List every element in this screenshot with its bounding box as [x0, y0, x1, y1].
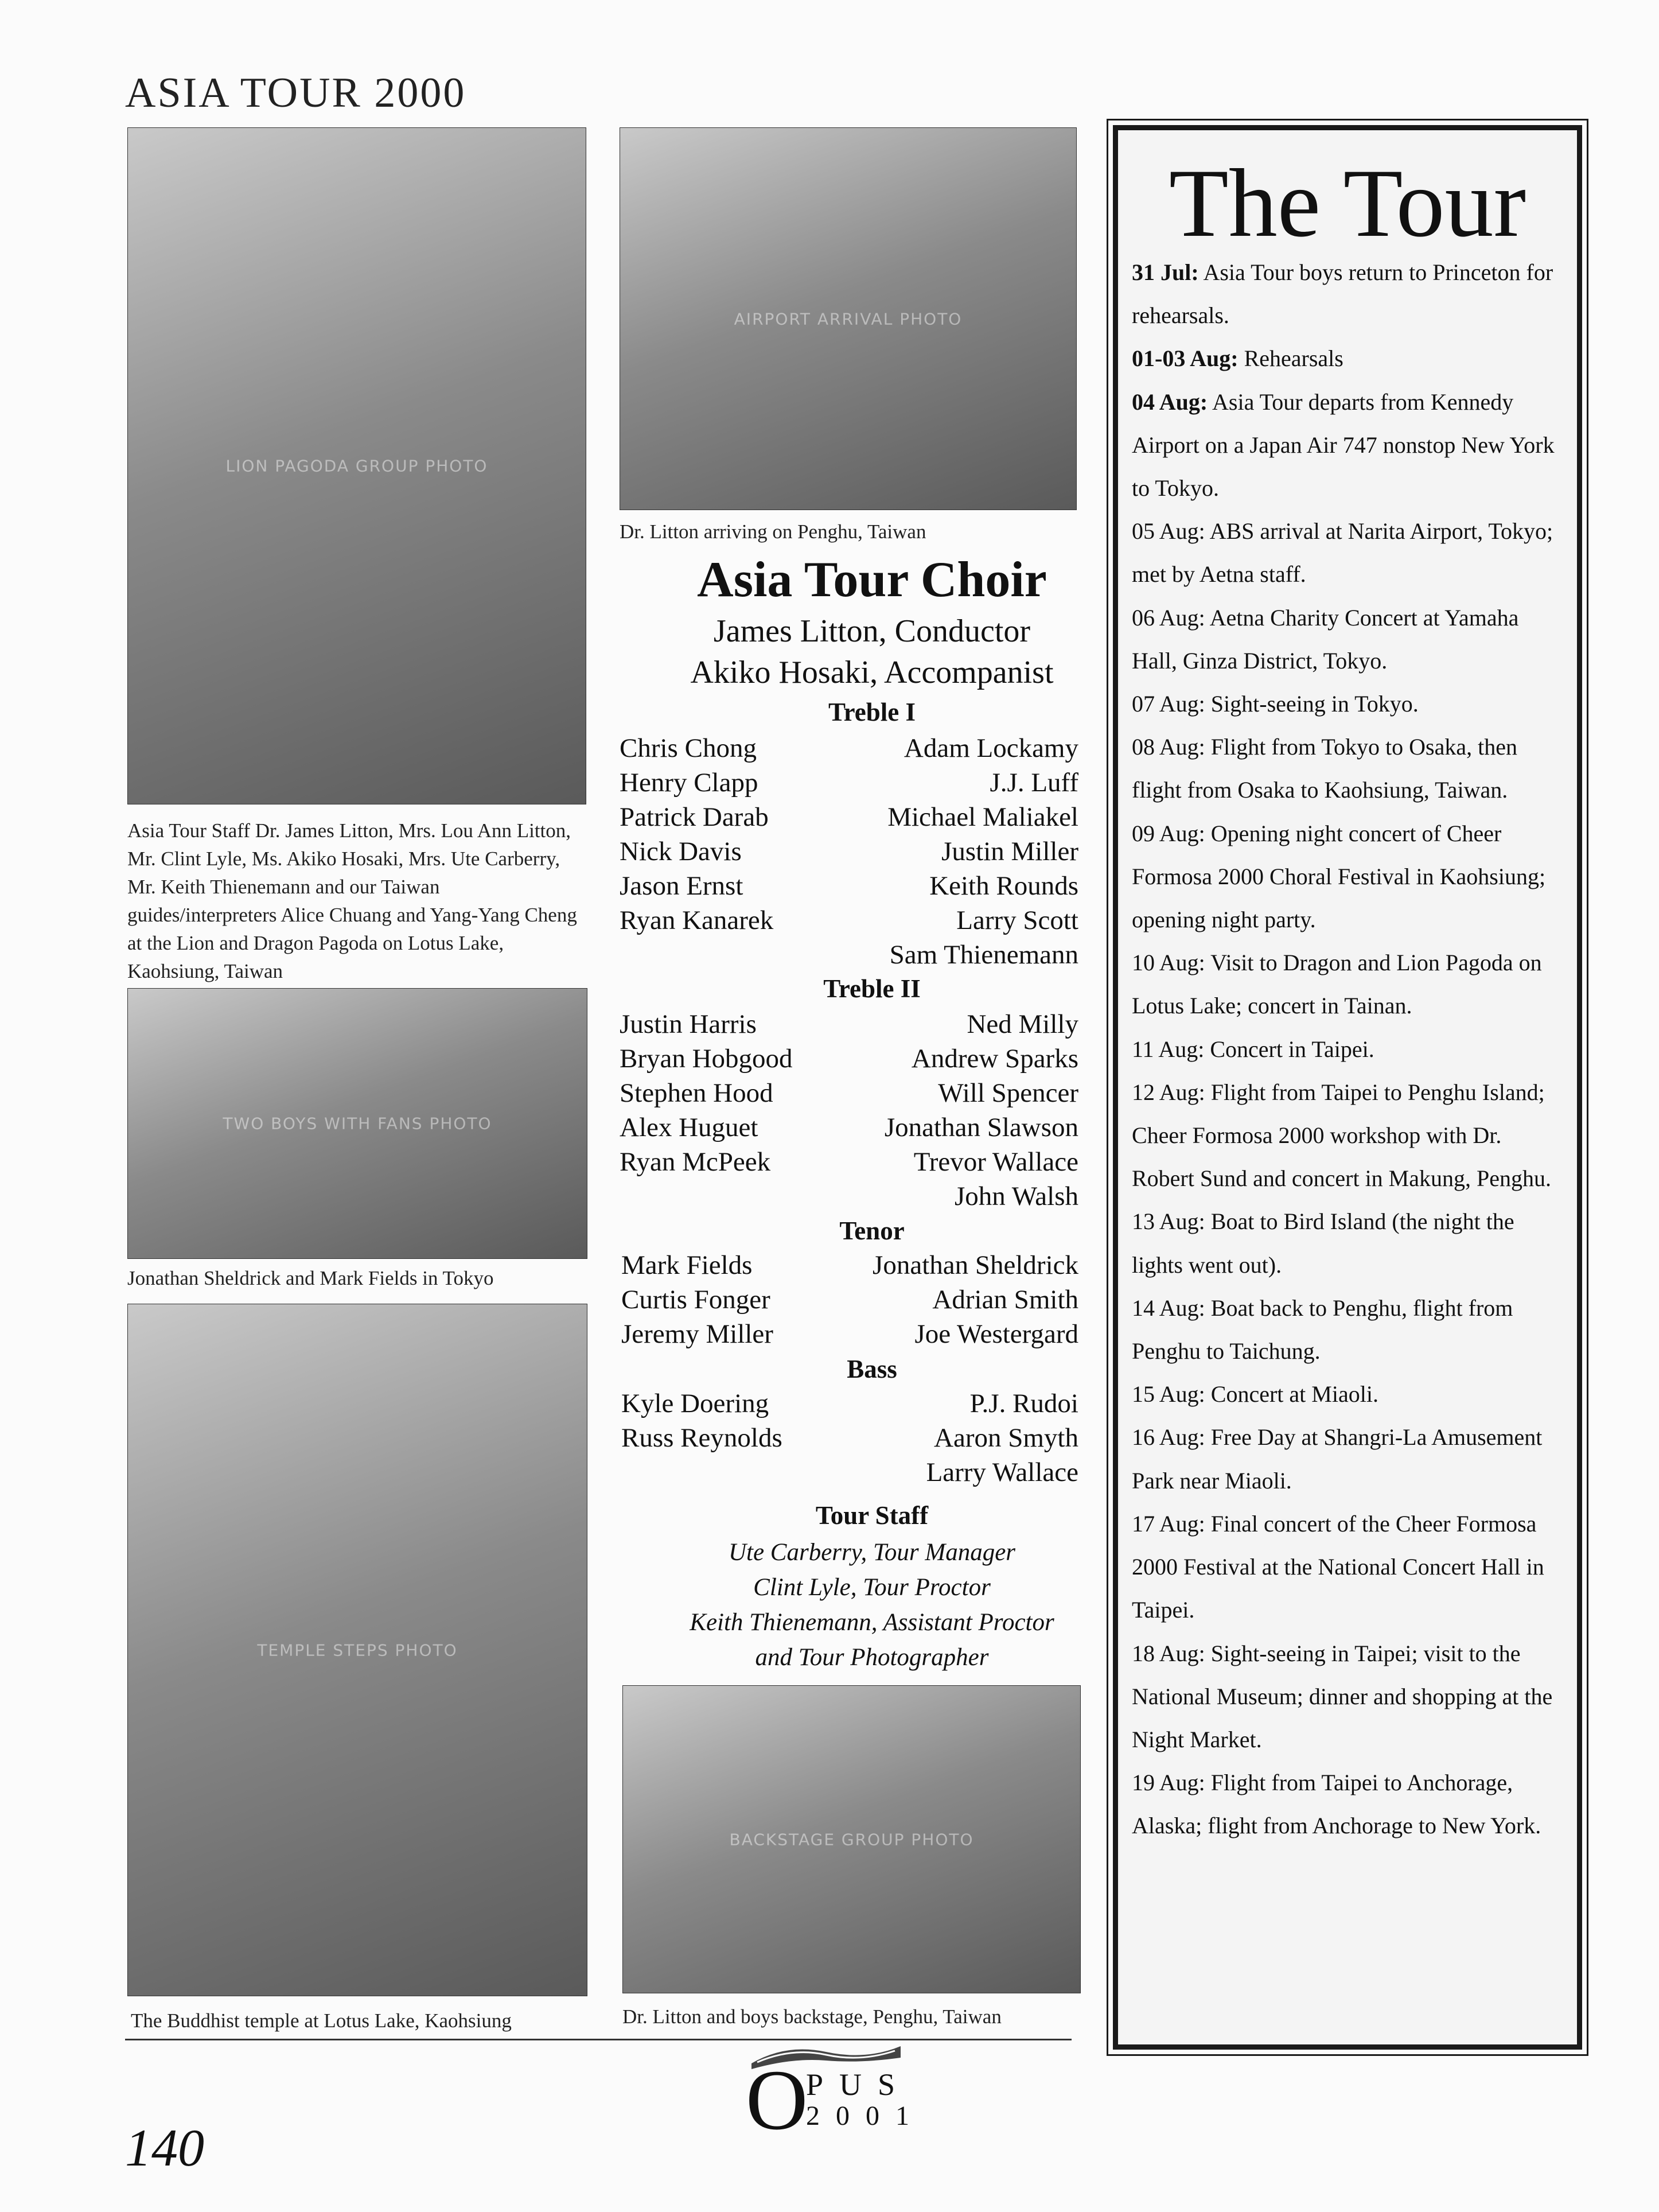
tour-item	[1132, 1632, 1568, 1762]
tour-item-text: Aetna Charity Concert at Yamaha Hall, Ginza District, Tokyo.	[1132, 604, 1519, 674]
photo-placeholder: TEMPLE STEPS PHOTO	[257, 1640, 458, 1659]
tour-item-date: 31 Jul:	[1132, 259, 1199, 285]
temple-caption: The Buddhist temple at Lotus Lake, Kaohsiung	[131, 2009, 512, 2032]
choir-accompanist: Akiko Hosaki, Accompanist	[690, 655, 1054, 690]
tour-staff-lines: Ute Carberry, Tour Manager Clint Lyle, Tour Proctor Keith Thienemann, Assistant Proctor and Tour Photographer	[690, 1539, 1054, 1671]
tour-item	[1132, 1502, 1568, 1632]
page-number: 140	[125, 2118, 204, 2177]
tour-item-date: 08 Aug:	[1132, 734, 1205, 760]
tour-itinerary-list	[1132, 251, 1568, 1848]
tenor-left-names: Mark Fields Curtis Fonger Jeremy Miller	[621, 1250, 773, 1349]
tour-item-text: Asia Tour departs from Kennedy Airport on a Japan Air 747 nonstop New York to Tokyo.	[1132, 388, 1555, 502]
photo-placeholder: TWO BOYS WITH FANS PHOTO	[223, 1114, 492, 1133]
photo-placeholder: AIRPORT ARRIVAL PHOTO	[734, 309, 963, 328]
tour-item-text: Concert in Taipei.	[1204, 1036, 1374, 1062]
tour-item-date: 05 Aug:	[1132, 518, 1205, 545]
tour-item	[1132, 251, 1568, 337]
bass-right-names: P.J. Rudoi Aaron Smyth Larry Wallace	[926, 1389, 1078, 1487]
tour-item	[1132, 337, 1568, 380]
treble-1-heading: Treble I	[828, 698, 916, 726]
tour-item-text: Concert at Miaoli.	[1205, 1381, 1378, 1408]
treble-1-left-names: Chris Chong Henry Clapp Patrick Darab Nick Davis Jason Ernst Ryan Kanarek	[620, 733, 774, 935]
treble-2-right-names: Ned Milly Andrew Sparks Will Spencer Jonathan Slawson Trevor Wallace John Walsh	[884, 1009, 1078, 1211]
arrival-photo	[620, 127, 1077, 510]
tour-item-date: 17 Aug:	[1132, 1510, 1205, 1537]
photo-placeholder: BACKSTAGE GROUP PHOTO	[729, 1830, 974, 1849]
opus-logo-text: PUS	[806, 2067, 912, 2102]
tour-item-date: 13 Aug:	[1132, 1208, 1205, 1235]
tour-item	[1132, 812, 1568, 942]
tour-item	[1132, 1028, 1568, 1071]
treble-2-left-names: Justin Harris Bryan Hobgood Stephen Hood Alex Huguet Ryan McPeek	[620, 1009, 793, 1177]
tour-item	[1132, 596, 1568, 682]
tour-item	[1132, 1761, 1568, 1847]
tokyo-photo	[127, 988, 587, 1259]
tour-item	[1132, 510, 1568, 596]
bass-heading: Bass	[847, 1355, 897, 1383]
tenor-right-names: Jonathan Sheldrick Adrian Smith Joe Westergard	[873, 1250, 1078, 1349]
tour-item-date: 04 Aug:	[1132, 388, 1208, 415]
treble-1-right-names: Adam Lockamy J.J. Luff Michael Maliakel Justin Miller Keith Rounds Larry Scott Sam Thienemann	[887, 733, 1078, 970]
tour-item	[1132, 1416, 1568, 1502]
tour-item-date: 06 Aug:	[1132, 604, 1205, 631]
tour-item	[1132, 1071, 1568, 1200]
temple-photo	[127, 1304, 587, 1996]
tour-staff-heading: Tour Staff	[815, 1501, 929, 1530]
bass-left-names: Kyle Doering Russ Reynolds	[621, 1389, 782, 1453]
tour-item	[1132, 1200, 1568, 1286]
tour-item-text: Free Day at Shangri-La Amusement Park near Miaoli.	[1132, 1424, 1543, 1494]
tenor-heading: Tenor	[839, 1216, 905, 1245]
tour-item	[1132, 941, 1568, 1027]
tour-item-text: ABS arrival at Narita Airport, Tokyo; met by Aetna staff.	[1132, 518, 1553, 588]
tour-item-date: 11 Aug:	[1132, 1036, 1205, 1062]
opus-logo-o: O	[746, 2052, 808, 2148]
tour-item-date: 10 Aug:	[1132, 950, 1205, 976]
tour-item-text: Rehearsals	[1238, 345, 1343, 372]
tour-item	[1132, 1373, 1568, 1416]
choir-title: Asia Tour Choir	[697, 552, 1047, 608]
tour-item-date: 15 Aug:	[1132, 1381, 1205, 1408]
arrival-caption: Dr. Litton arriving on Penghu, Taiwan	[620, 520, 926, 543]
tour-item-text: Boat back to Penghu, flight from Penghu to Taichung.	[1132, 1294, 1513, 1364]
opus-logo-year: 2001	[806, 2101, 925, 2131]
tour-item-text: Flight from Taipei to Penghu Island; Cheer Formosa 2000 workshop with Dr. Robert Sund and concert in Makung, Penghu.	[1132, 1079, 1551, 1192]
tour-item-date: 09 Aug:	[1132, 820, 1205, 846]
tokyo-caption: Jonathan Sheldrick and Mark Fields in Tokyo	[127, 1267, 494, 1289]
tour-item-text: Flight from Tokyo to Osaka, then flight from Osaka to Kaohsiung, Taiwan.	[1132, 734, 1517, 803]
treble-2-heading: Treble II	[823, 974, 921, 1003]
tour-item-date: 14 Aug:	[1132, 1294, 1205, 1321]
tour-item-date: 19 Aug:	[1132, 1770, 1205, 1796]
tour-item-text: Sight-seeing in Tokyo.	[1205, 691, 1419, 717]
tour-item-text: Final concert of the Cheer Formosa 2000 Festival at the National Concert Hall in Taipei.	[1132, 1510, 1544, 1623]
tour-item-text: Asia Tour boys return to Princeton for rehearsals.	[1132, 259, 1553, 329]
choir-conductor: James Litton, Conductor	[713, 613, 1031, 649]
pagoda-photo	[127, 127, 586, 804]
tour-item-text: Flight from Taipei to Anchorage, Alaska; flight from Anchorage to New York.	[1132, 1770, 1541, 1839]
backstage-caption: Dr. Litton and boys backstage, Penghu, Taiwan	[622, 2005, 1002, 2028]
tour-item-text: Visit to Dragon and Lion Pagoda on Lotus Lake; concert in Tainan.	[1132, 950, 1542, 1019]
photo-placeholder: LION PAGODA GROUP PHOTO	[225, 456, 488, 476]
tour-item	[1132, 1286, 1568, 1373]
tour-itinerary-box	[1113, 125, 1582, 2050]
tour-item	[1132, 682, 1568, 725]
backstage-photo	[622, 1685, 1081, 1993]
tour-item-text: Opening night concert of Cheer Formosa 2000 Choral Festival in Kaohsiung; opening night party.	[1132, 820, 1546, 933]
page-header: ASIA TOUR 2000	[125, 69, 466, 116]
footer-rule	[125, 2039, 1072, 2040]
tour-title: The Tour	[1169, 149, 1526, 257]
pagoda-caption: Asia Tour Staff Dr. James Litton, Mrs. Lou Ann Litton, Mr. Clint Lyle, Ms. Akiko Hosaki, Mrs. Ute Carberry, Mr. Keith Thienemann and our Taiwan guides/interpreters Alice Chuang and Yang-Yang Cheng at the Lion and Dragon Pagoda on Lotus Lake, Kaohsiung, Taiwan	[127, 819, 577, 982]
tour-item	[1132, 380, 1568, 510]
tour-item	[1132, 725, 1568, 811]
tour-item-date: 07 Aug:	[1132, 691, 1205, 717]
tour-item-date: 01-03 Aug:	[1132, 345, 1239, 372]
tour-item-date: 12 Aug:	[1132, 1079, 1205, 1105]
tour-item-date: 18 Aug:	[1132, 1640, 1205, 1666]
tour-item-text: Sight-seeing in Taipei; visit to the National Museum; dinner and shopping at the Night Market.	[1132, 1640, 1553, 1752]
tour-item-date: 16 Aug:	[1132, 1424, 1205, 1451]
tour-item-text: Boat to Bird Island (the night the lights went out).	[1132, 1208, 1514, 1278]
